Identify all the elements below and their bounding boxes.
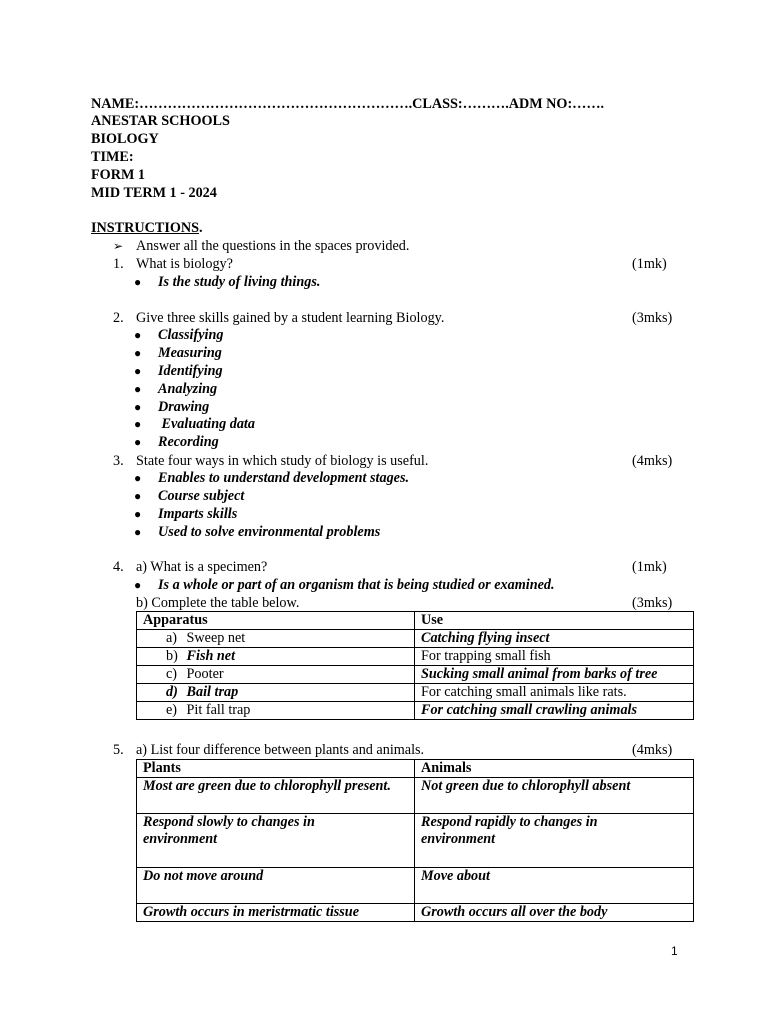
table-header-row	[137, 760, 694, 778]
q2-answer: Evaluating data	[158, 416, 255, 432]
instructions-heading-text: INSTRUCTIONS	[91, 220, 200, 236]
use-cell: For catching small crawling animals	[415, 702, 694, 720]
table-row	[137, 630, 694, 648]
use-cell: Sucking small animal from barks of tree	[415, 666, 694, 684]
instructions-heading	[91, 219, 203, 237]
q2-answer: Measuring	[158, 345, 222, 361]
q2-answer: Analyzing	[158, 381, 218, 397]
subject-name: BIOLOGY	[91, 131, 159, 147]
q3-answer: Enables to understand development stages.	[158, 470, 410, 486]
apparatus-name: Pooter	[186, 666, 224, 682]
use-cell: For catching small animals like rats.	[415, 684, 694, 702]
apparatus-name: Fish net	[186, 648, 236, 664]
q2-text: Give three skills gained by a student learning Biology.	[136, 310, 445, 326]
row-letter: a)	[166, 630, 178, 646]
animals-cell: Respond rapidly to changes in environment	[415, 814, 694, 868]
plants-animals-table	[136, 759, 694, 922]
apparatus-cell	[137, 702, 415, 720]
use-cell: For trapping small fish	[415, 648, 694, 666]
bullet-icon: ●	[134, 328, 142, 342]
bullet-icon: ●	[134, 489, 142, 503]
table-row	[137, 778, 694, 814]
q2-answer: Drawing	[158, 399, 210, 415]
table-header-apparatus: Apparatus	[137, 612, 415, 630]
q2-answer: Recording	[158, 434, 219, 450]
table-row	[137, 684, 694, 702]
animals-cell: Growth occurs all over the body	[415, 904, 694, 922]
arrow-bullet-icon: ➢	[113, 239, 124, 253]
term-label: MID TERM 1 - 2024	[91, 185, 217, 201]
bullet-icon: ●	[134, 507, 142, 521]
q4a-marks: (1mk)	[632, 559, 667, 575]
q2-answer: Classifying	[158, 327, 224, 343]
apparatus-cell	[137, 630, 415, 648]
bullet-icon: ●	[134, 471, 142, 485]
bullet-icon: ●	[134, 364, 142, 378]
table-header-use: Use	[415, 612, 694, 630]
table-row	[137, 702, 694, 720]
q3-answer: Course subject	[158, 488, 245, 504]
table-row	[137, 814, 694, 868]
instructions-heading-period: .	[199, 220, 203, 236]
q4b-text: b) Complete the table below.	[136, 595, 300, 611]
school-name: ANESTAR SCHOOLS	[91, 113, 230, 129]
apparatus-name: Bail trap	[186, 684, 239, 700]
apparatus-cell	[137, 666, 415, 684]
bullet-icon: ●	[134, 275, 142, 289]
q3-number: 3.	[113, 453, 124, 469]
plants-cell: Respond slowly to changes in environment	[137, 814, 415, 868]
apparatus-name: Sweep net	[186, 630, 246, 646]
q3-answer: Used to solve environmental problems	[158, 524, 381, 540]
name-class-adm-line: NAME:………………………………………………….CLASS:……….ADM NO:…….	[91, 96, 605, 112]
table-header-plants: Plants	[137, 760, 415, 778]
q4-number: 4.	[113, 559, 124, 575]
q2-marks: (3mks)	[632, 310, 673, 326]
instructions-text: Answer all the questions in the spaces provided.	[136, 238, 410, 254]
apparatus-table	[136, 611, 694, 720]
q3-text: State four ways in which study of biology is useful.	[136, 453, 429, 469]
q2-number: 2.	[113, 310, 124, 326]
page-number: 1	[671, 944, 678, 958]
table-row	[137, 868, 694, 904]
q4a-text: a) What is a specimen?	[136, 559, 268, 575]
q4b-marks: (3mks)	[632, 595, 673, 611]
apparatus-cell	[137, 648, 415, 666]
animals-cell: Move about	[415, 868, 694, 904]
plants-cell: Do not move around	[137, 868, 415, 904]
q5-marks: (4mks)	[632, 742, 673, 758]
q4a-answer: Is a whole or part of an organism that is being studied or examined.	[158, 577, 555, 593]
table-header-animals: Animals	[415, 760, 694, 778]
q2-answer: Identifying	[158, 363, 223, 379]
form-label: FORM 1	[91, 167, 145, 183]
q1-marks: (1mk)	[632, 256, 667, 272]
q5-text: a) List four difference between plants and animals.	[136, 742, 425, 758]
row-letter: c)	[166, 666, 178, 682]
use-cell: Catching flying insect	[415, 630, 694, 648]
q3-answer: Imparts skills	[158, 506, 238, 522]
bullet-icon: ●	[134, 435, 142, 449]
apparatus-cell	[137, 684, 415, 702]
plants-cell: Growth occurs in meristrmatic tissue	[137, 904, 415, 922]
animals-cell: Not green due to chlorophyll absent	[415, 778, 694, 814]
q1-number: 1.	[113, 256, 124, 272]
plants-cell: Most are green due to chlorophyll present.	[137, 778, 415, 814]
row-letter: d)	[166, 684, 178, 700]
table-header-row	[137, 612, 694, 630]
bullet-icon: ●	[134, 382, 142, 396]
q5-number: 5.	[113, 742, 124, 758]
bullet-icon: ●	[134, 417, 142, 431]
apparatus-name: Pit fall trap	[186, 702, 251, 718]
table-row	[137, 666, 694, 684]
q3-marks: (4mks)	[632, 453, 673, 469]
row-letter: e)	[166, 702, 178, 718]
q1-answer: Is the study of living things.	[158, 274, 321, 290]
table-row	[137, 648, 694, 666]
bullet-icon: ●	[134, 346, 142, 360]
time-label: TIME:	[91, 149, 134, 165]
table-row	[137, 904, 694, 922]
bullet-icon: ●	[134, 400, 142, 414]
row-letter: b)	[166, 648, 178, 664]
bullet-icon: ●	[134, 578, 142, 592]
bullet-icon: ●	[134, 525, 142, 539]
q1-text: What is biology?	[136, 256, 233, 272]
